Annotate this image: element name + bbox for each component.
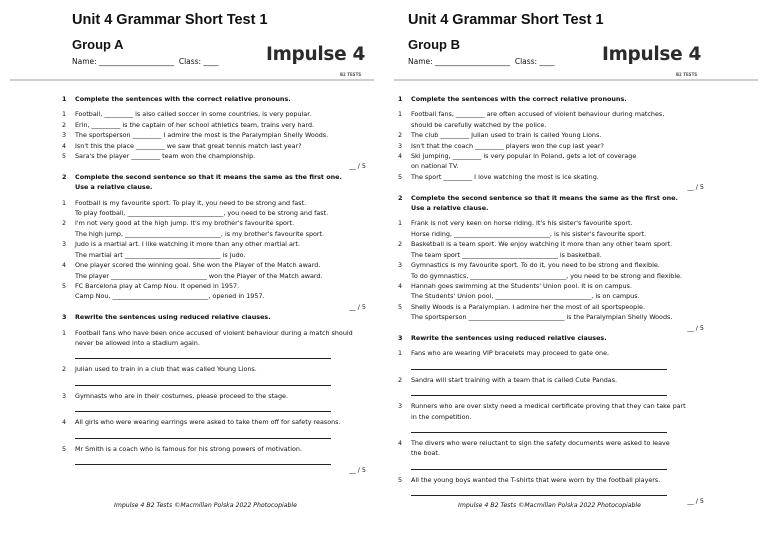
exercise-item: 4 Isn't this the place _________ we saw that great tennis match last year? [62, 141, 302, 150]
exercise-item: 1 Fans who are wearing VIP bracelets may proceed to gate one. [398, 349, 610, 358]
section-heading: 2 Complete the second sentence so that it means the same as the first one. Use a relative clause. [62, 172, 342, 192]
answer-line[interactable] [411, 459, 667, 470]
page-footer: Impulse 4 B2 Tests ©Macmillan Polska 2022 Photocopiable [458, 502, 641, 509]
test-content [62, 94, 366, 475]
impulse-logo: Impulse 4 [602, 44, 702, 65]
score-box[interactable]: __ / 5 [687, 323, 704, 332]
exercise-item: 2 Basketball is a team sport. We enjoy watching it more than any other team sport. The team sport ______________________________ is basketball. [398, 240, 673, 259]
exercise-item: 5 All the young boys wanted the T-shirts that were worn by the football players. [398, 475, 661, 484]
exercise-item: 3 The sportsperson _________ I admire the most is the Paralympian Shelly Woods. [62, 131, 329, 140]
student-fields [72, 57, 218, 66]
impulse-logo-sub: B2 TESTS [676, 72, 698, 77]
answer-line[interactable] [75, 454, 331, 465]
exercise-item: 4 One player scored the winning goal. She won the Player of the Match award. The player ______________________________ won the Player of the Match award. [62, 261, 323, 280]
answer-line[interactable] [411, 422, 667, 433]
score-box[interactable]: __ / 5 [349, 465, 366, 474]
section-heading: 2 Complete the second sentence so that it means the same as the first one. Use a relative clause. [398, 193, 678, 213]
header-divider [394, 79, 758, 81]
score-box[interactable]: __ / 5 [349, 302, 366, 311]
impulse-logo-sub: B2 TESTS [340, 72, 362, 77]
score-box[interactable]: __ / 5 [687, 183, 704, 192]
header-divider [10, 79, 374, 81]
group-heading: Group B [408, 37, 460, 52]
class-field[interactable]: Class: ____ [514, 57, 555, 66]
exercise-item: 1 Football fans, _________ are often accused of violent behaviour during matches, should be carefully watched by the police. [398, 110, 665, 129]
answer-line[interactable] [75, 428, 331, 439]
answer-line[interactable] [75, 375, 331, 386]
answer-line[interactable] [411, 485, 667, 496]
answer-line[interactable] [75, 401, 331, 412]
answer-line[interactable] [75, 348, 331, 359]
exercise-item: 3 Judo is a martial art. I like watching it more than any other martial art. The martial art ______________________________ is judo. [62, 240, 301, 259]
exercise-item: 2 Erin, _________ is the captain of her school athletics team, trains very hard. [62, 120, 315, 129]
exercise-item: 1 Football fans who have been once accused of violent behaviour during a match should never be allowed into a stadium again. [62, 328, 353, 347]
section-heading: 3 Rewrite the sentences using reduced relative clauses. [62, 313, 271, 322]
exercise-item: 5 Sara's the player _________ team won the championship. [62, 152, 256, 161]
score-box[interactable]: __ / 5 [687, 497, 704, 506]
section-heading: 3 Rewrite the sentences using reduced relative clauses. [398, 333, 607, 342]
exercise-item: 1 Football, _________ is also called soccer in some countries, is very popular. [62, 110, 312, 119]
exercise-item: 4 All girls who were wearing earrings were asked to take them off for safety reasons. [62, 418, 341, 427]
exercise-item: 3 Runners who are over sixty need a medical certificate proving that they can take part in the competition. [398, 402, 686, 421]
exercise-item: 1 Frank is not very keen on horse riding. It's his sister's favourite sport. Horse riding, ______________________________, is his sister's favourite sport. [398, 219, 647, 238]
section-heading: 1 Complete the sentences with the correct relative pronouns. [62, 95, 291, 103]
exercise-item: 3 Isn't that the coach _________ players won the cup last year? [398, 141, 604, 150]
page-title: Unit 4 Grammar Short Test 1 [408, 12, 604, 28]
exercise-item: 5 Mr Smith is a coach who is famous for his strong powers of motivation. [62, 444, 302, 453]
score-box[interactable]: __ / 5 [349, 162, 366, 171]
page-title: Unit 4 Grammar Short Test 1 [72, 12, 268, 28]
page-footer: Impulse 4 B2 Tests ©Macmillan Polska 2022 Photocopiable [114, 502, 297, 509]
exercise-item: 2 The club _________ Julian used to train is called Young Lions. [398, 131, 602, 140]
test-content [398, 94, 704, 507]
student-fields [408, 57, 554, 66]
exercise-item: 3 Gymnasts who are in their costumes, please proceed to the stage. [62, 391, 288, 400]
group-heading: Group A [72, 37, 124, 52]
exercise-item: 2 Sandra will start training with a team that is called Cute Pandas. [398, 375, 618, 384]
exercise-item: 5 FC Barcelona play at Camp Nou. It opened in 1957. Camp Nou, ______________________________, opened in 1957. [62, 281, 265, 301]
exercise-item: 2 I'm not very good at the high jump. It's my brother's favourite sport. The high jump, ______________________________, is my brother's favourite sport. [62, 219, 325, 238]
exercise-item: 3 Gymnastics is my favourite sport. To do it, you need to be strong and flexible. To do gymnastics, ______________________________, you need to be strong and flexible. [398, 261, 683, 280]
section-heading: 1 Complete the sentences with the correct relative pronouns. [398, 95, 627, 103]
exercise-item: 4 Ski jumping, _________ is very popular in Poland, gets a lot of coverage on national TV. [398, 152, 637, 171]
name-field[interactable]: Name: ____________________ [72, 57, 175, 66]
exercise-item: 1 Football is my favourite sport. To play it, you need to be strong and fast. To play football, ______________________________, you need to be strong and fast. [62, 198, 329, 218]
class-field[interactable]: Class: ____ [178, 57, 219, 66]
exercise-item: 5 Shelly Woods is a Paralympian. I admire her the most of all sportspeople. The sportsperson ______________________________ is the Paralympian Shelly Woods. [398, 302, 673, 322]
impulse-logo: Impulse 4 [266, 44, 366, 65]
exercise-item: 2 Julian used to train in a club that was called Young Lions. [62, 365, 257, 374]
exercise-item: 5 The sport _________ I love watching the most is ice skating. [398, 172, 599, 181]
exercise-item: 4 The divers who were reluctant to sign the safety documents were asked to leave the boat. [398, 438, 670, 458]
answer-line[interactable] [411, 385, 667, 396]
name-field[interactable]: Name: ____________________ [408, 57, 511, 66]
exercise-item: 4 Hannah goes swimming at the Students' Union pool. It is on campus. The Students' Union pool, ______________________________, is on campus. [398, 281, 640, 301]
test-page-group-b [384, 0, 768, 543]
answer-line[interactable] [411, 359, 667, 370]
